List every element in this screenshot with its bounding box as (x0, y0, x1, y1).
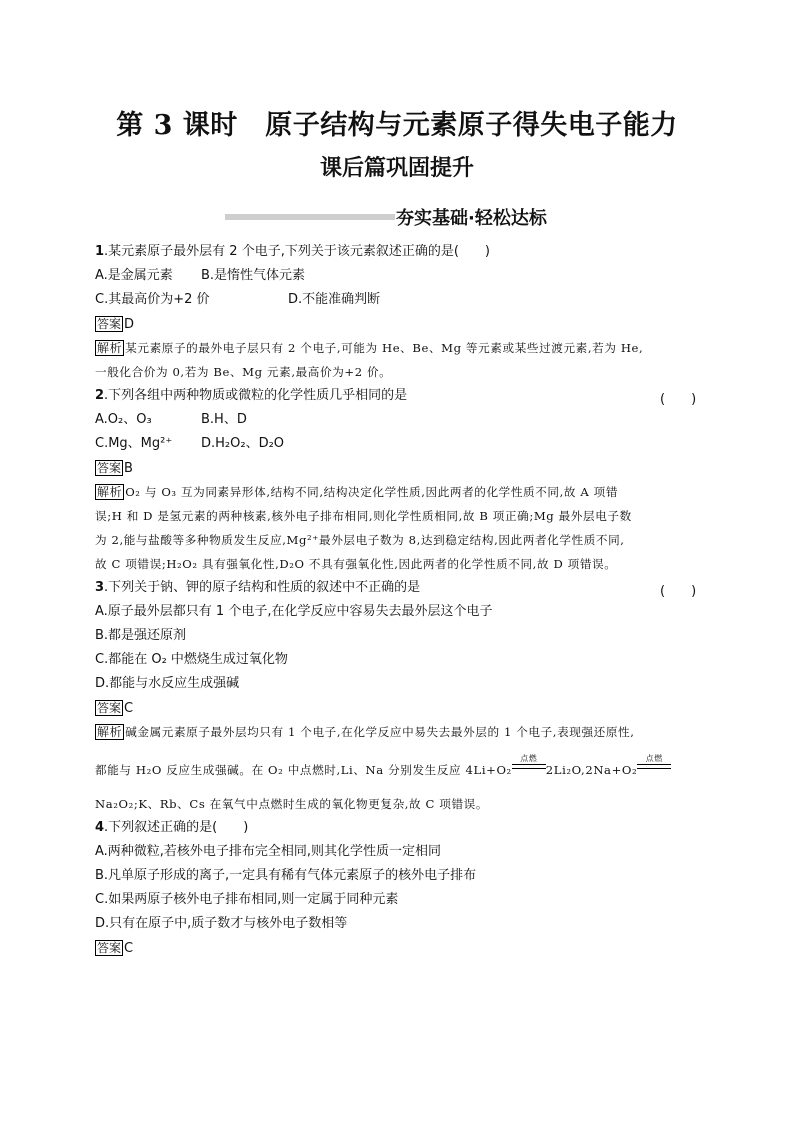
section-divider (225, 214, 395, 220)
q2-answer-value: B (124, 461, 133, 476)
q3-stem-text: .下列关于钠、钾的原子结构和性质的叙述中不正确的是 (104, 580, 421, 595)
q3-analysis (95, 724, 635, 740)
q1-stem-text: .某元素原子最外层有 2 个电子,下列关于该元素叙述正确的是( ) (104, 244, 490, 259)
q1-option-a: A.是金属元素 (95, 268, 173, 283)
q2-analysis-line1: O₂ 与 O₃ 互为同素异形体,结构不同,结构决定化学性质,因此两者的化学性质不同,故 A 项错 (125, 485, 619, 499)
q4-stem-text: .下列叙述正确的是( ) (104, 820, 249, 835)
answer-tag: 答案 (97, 317, 122, 331)
double-line-icon (637, 764, 671, 769)
q4-stem (95, 820, 248, 836)
q1-option-d: D.不能准确判断 (288, 292, 381, 307)
q3-answer-blank: ( ) (660, 584, 697, 599)
q3-option-a: A.原子最外层都只有 1 个电子,在化学反应中容易失去最外层这个电子 (95, 604, 493, 619)
section-header (225, 204, 585, 234)
q2-option-d: D.H₂O₂、D₂O (201, 436, 285, 451)
q1-option-b: B.是惰性气体元素 (201, 268, 306, 283)
analysis-tag: 解析 (97, 485, 123, 499)
q1-option-c: C.其最高价为+2 价 (95, 292, 210, 307)
reaction-condition-arrow (637, 754, 671, 778)
q2-option-c: C.Mg、Mg²⁺ (95, 436, 173, 451)
q2-option-a: A.O₂、O₃ (95, 412, 152, 427)
section-title: 夯实基础·轻松达标 (396, 208, 547, 229)
q4-option-a: A.两种微粒,若核外电子排布完全相同,则其化学性质一定相同 (95, 844, 442, 859)
q3-analysis-line2 (95, 754, 671, 778)
answer-tag: 答案 (97, 941, 122, 955)
q3-analysis-line1: 碱金属元素原子最外层均只有 1 个电子,在化学反应中易失去最外层的 1 个电子,表现强还原性, (125, 725, 635, 739)
q1-analysis-line1: 某元素原子的最外电子层只有 2 个电子,可能为 He、Be、Mg 等元素或某些过渡元素,若为 He, (125, 341, 644, 355)
answer-tag: 答案 (97, 461, 122, 475)
q1-answer-value: D (124, 317, 135, 332)
q3-analysis-line2-part1: 都能与 H₂O 反应生成强碱。在 O₂ 中点燃时,Li、Na 分别发生反应 4Li+O₂ (95, 763, 512, 777)
condition-label: 点燃 (520, 754, 538, 763)
q4-option-d: D.只有在原子中,质子数才与核外电子数相等 (95, 916, 348, 931)
q4-answer-value: C (124, 941, 134, 956)
q1-stem (95, 244, 490, 260)
q4-option-b: B.凡单原子形成的离子,一定具有稀有气体元素原子的核外电子排布 (95, 868, 477, 883)
q3-stem (95, 580, 420, 596)
q3-number: 3 (95, 580, 105, 595)
q2-option-b: B.H、D (201, 412, 247, 427)
q3-option-d: D.都能与水反应生成强碱 (95, 676, 240, 691)
q1-answer (95, 316, 134, 333)
q3-option-c: C.都能在 O₂ 中燃烧生成过氧化物 (95, 652, 288, 667)
double-line-icon (512, 764, 546, 769)
q2-analysis-line4: 故 C 项错误;H₂O₂ 具有强氧化性,D₂O 不具有强氧化性,因此两者的化学性质不同,故 D 项错误。 (95, 557, 617, 571)
analysis-tag: 解析 (97, 341, 123, 355)
q2-analysis-line3: 为 2,能与盐酸等多种物质发生反应,Mg²⁺最外层电子数为 8,达到稳定结构,因此两者化学性质不同, (95, 533, 625, 547)
q3-answer-value: C (124, 701, 134, 716)
analysis-tag: 解析 (97, 725, 123, 739)
q1-analysis (95, 340, 643, 356)
q3-answer (95, 700, 133, 717)
reaction-condition-arrow (512, 754, 546, 778)
q2-answer-blank: ( ) (660, 392, 697, 407)
page-title: 第 3 课时 原子结构与元素原子得失电子能力 (116, 110, 678, 141)
q2-stem-text: .下列各组中两种物质或微粒的化学性质几乎相同的是 (104, 388, 408, 403)
q2-answer (95, 460, 133, 477)
page-subtitle: 课后篇巩固提升 (319, 155, 474, 181)
q3-option-b: B.都是强还原剂 (95, 628, 187, 643)
q3-analysis-line2-part2: 2Li₂O,2Na+O₂ (545, 763, 638, 777)
q4-option-c: C.如果两原子核外电子排布相同,则一定属于同种元素 (95, 892, 399, 907)
answer-tag: 答案 (97, 701, 122, 715)
q2-analysis-line2: 误;H 和 D 是氢元素的两种核素,核外电子排布相同,则化学性质相同,故 B 项正确;Mg 最外层电子数 (95, 509, 632, 523)
q2-stem (95, 388, 407, 404)
q1-analysis-line2: 一般化合价为 0,若为 Be、Mg 元素,最高价为+2 价。 (95, 365, 392, 379)
q4-answer (95, 940, 133, 957)
q1-number: 1 (95, 244, 105, 259)
q2-analysis (95, 484, 618, 500)
q2-number: 2 (95, 388, 105, 403)
condition-label: 点燃 (645, 754, 663, 763)
q4-number: 4 (95, 820, 105, 835)
q3-analysis-line3: Na₂O₂;K、Rb、Cs 在氧气中点燃时生成的氧化物更复杂,故 C 项错误。 (95, 797, 489, 811)
